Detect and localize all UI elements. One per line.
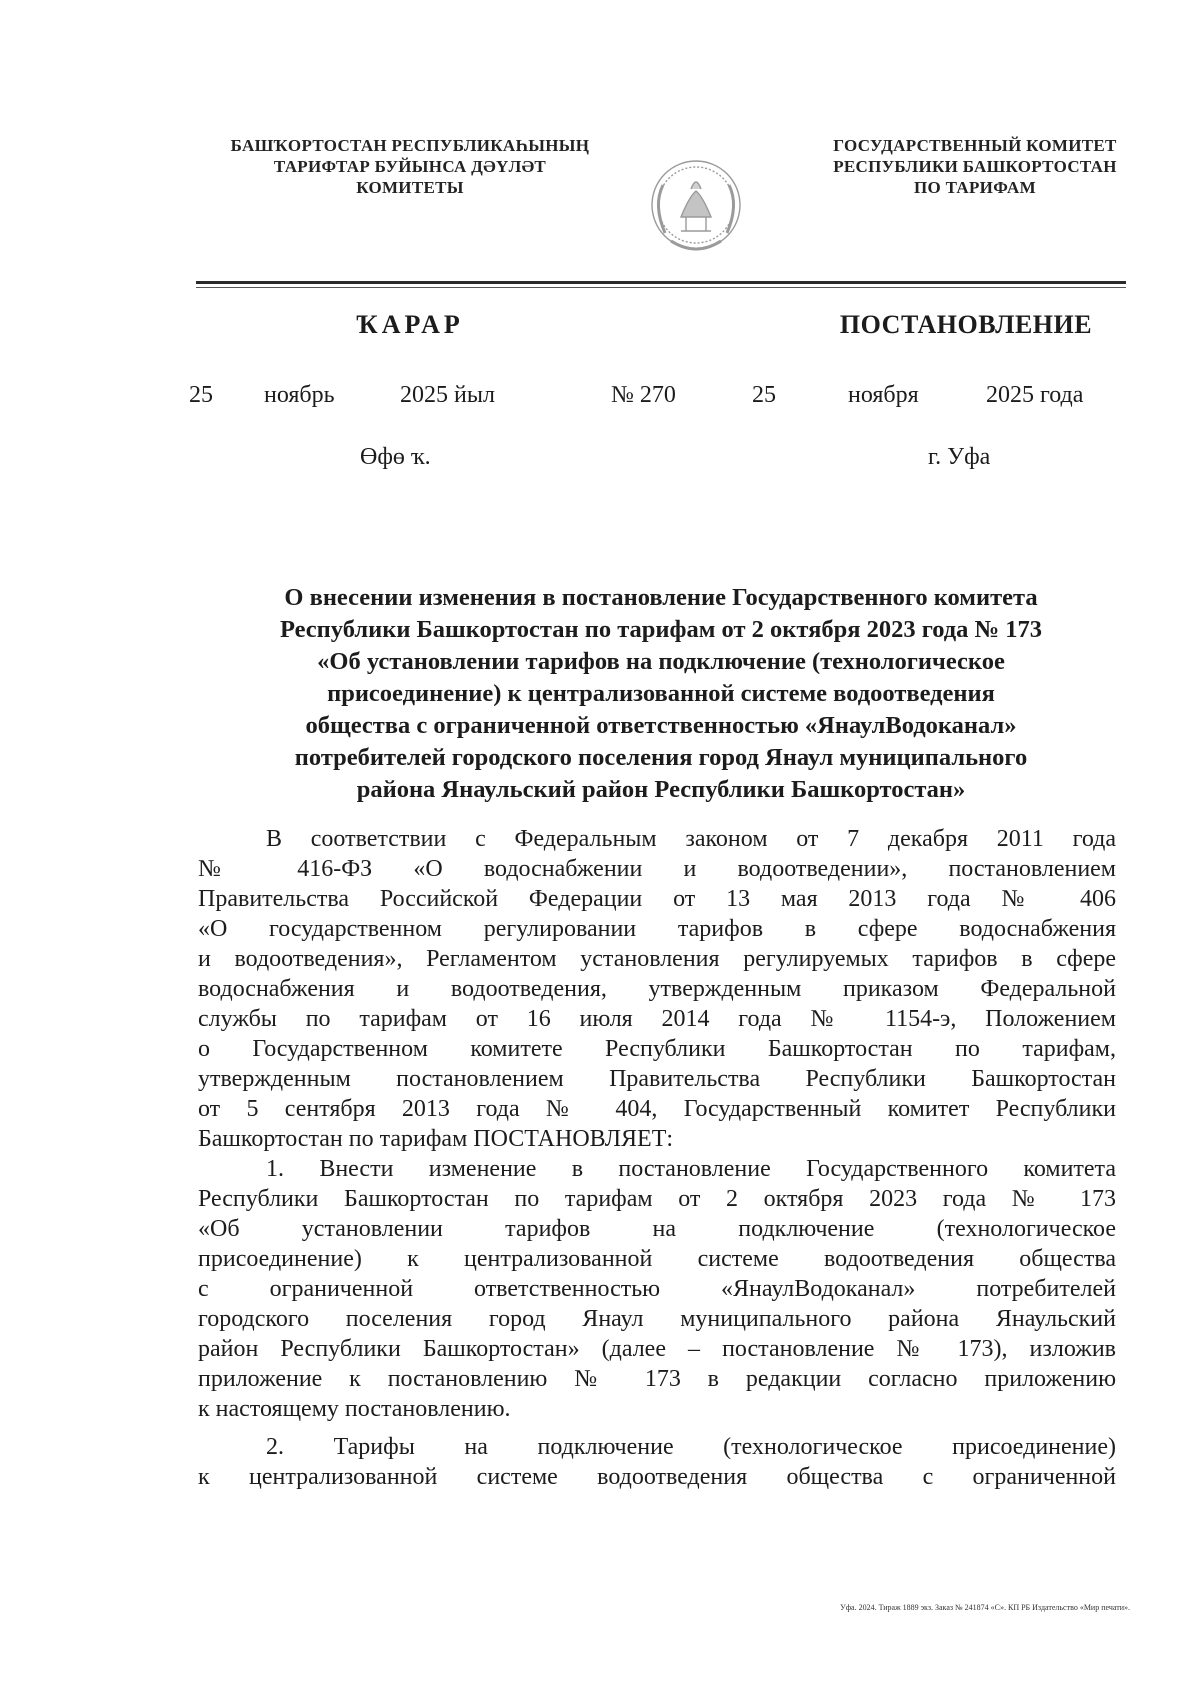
document-title-line: Республики Башкортостан по тарифам от 2 октября 2023 года № 173 xyxy=(279,616,1043,643)
body-line: с ограниченной ответственностью «ЯнаулВодоканал» потребителей xyxy=(198,1276,1116,1302)
body-line: В соответствии с Федеральным законом от 7 декабря 2011 года xyxy=(266,826,1116,852)
body-line: 1. Внести изменение в постановление Государственного комитета xyxy=(266,1156,1116,1182)
city-left: Өфө ҡ. xyxy=(360,444,431,470)
body-line: приложение к постановлению № 173 в редакции согласно приложению xyxy=(198,1366,1116,1392)
body-line: к централизованной системе водоотведения общества с ограниченной xyxy=(198,1464,1116,1490)
body-line: присоединение) к централизованной системе водоотведения общества xyxy=(198,1246,1116,1272)
printing-footer: Уфа. 2024. Тираж 1889 экз. Заказ № 241874 «С». КП РБ Издательство «Мир печати». xyxy=(840,1603,1130,1612)
date-left-month: ноябрь xyxy=(264,382,335,408)
date-right-day: 25 xyxy=(752,382,776,408)
date-left-day: 25 xyxy=(189,382,213,408)
body-line: водоснабжения и водоотведения, утвержденным приказом Федеральной xyxy=(198,976,1116,1002)
body-line: службы по тарифам от 16 июля 2014 года № 1154-э, Положением xyxy=(198,1006,1116,1032)
document-title-line: района Янаульский район Республики Башкортостан» xyxy=(356,776,966,803)
paragraph-preamble xyxy=(198,824,1116,1154)
header-left-block xyxy=(190,135,630,198)
body-line: район Республики Башкортостан» (далее – постановление № 173), изложив xyxy=(198,1336,1116,1362)
city-right: г. Уфа xyxy=(928,444,991,470)
body-line: Башкортостан по тарифам ПОСТАНОВЛЯЕТ: xyxy=(198,1126,674,1152)
body-line: Правительства Российской Федерации от 13 мая 2013 года № 406 xyxy=(198,886,1116,912)
title-postanovlenie: ПОСТАНОВЛЕНИЕ xyxy=(839,310,1093,339)
body-line: от 5 сентября 2013 года № 404, Государственный комитет Республики xyxy=(198,1096,1116,1122)
paragraph-item-1 xyxy=(198,1154,1116,1424)
document-title-line: потребителей городского поселения город Янаул муниципального xyxy=(294,744,1028,771)
document-title-line: присоединение) к централизованной системе водоотведения xyxy=(327,680,995,707)
header-left-line: БАШҠОРТОСТАН РЕСПУБЛИКАҺЫНЫҢ xyxy=(230,136,590,155)
date-right-year: 2025 года xyxy=(986,382,1084,408)
body-line: и водоотведения», Регламентом установления регулируемых тарифов в сфере xyxy=(198,946,1116,972)
bashkortostan-emblem-icon xyxy=(641,145,751,265)
document-title-line: общества с ограниченной ответственностью «ЯнаулВодоканал» xyxy=(305,712,1017,739)
date-left-year: 2025 йыл xyxy=(400,382,495,408)
decree-number: № 270 xyxy=(611,382,676,408)
body-line: «Об установлении тарифов на подключение (технологическое xyxy=(198,1216,1116,1242)
header-right-block xyxy=(790,135,1160,198)
header-divider-thick xyxy=(196,281,1126,284)
body-line: городского поселения город Янаул муниципального района Янаульский xyxy=(198,1306,1116,1332)
body-line: Республики Башкортостан по тарифам от 2 октября 2023 года № 173 xyxy=(198,1186,1116,1212)
header-left-line: КОМИТЕТЫ xyxy=(356,178,464,197)
document-title xyxy=(196,582,1126,806)
document-title-line: О внесении изменения в постановление Государственного комитета xyxy=(284,584,1038,611)
document-title-line: «Об установлении тарифов на подключение (технологическое xyxy=(317,648,1005,675)
header-right-line: ПО ТАРИФАМ xyxy=(914,178,1036,197)
header-left-line: ТАРИФТАР БУЙЫНСА ДӘҮЛӘТ xyxy=(273,157,547,176)
body-line: о Государственном комитете Республики Башкортостан по тарифам, xyxy=(198,1036,1116,1062)
paragraph-item-2 xyxy=(198,1432,1116,1492)
body-line: № 416-ФЗ «О водоснабжении и водоотведении», постановлением xyxy=(198,856,1116,882)
document-body xyxy=(198,824,1116,1492)
date-right-month: ноября xyxy=(848,382,919,408)
body-line: утвержденным постановлением Правительства Республики Башкортостан xyxy=(198,1066,1116,1092)
header-right-line: РЕСПУБЛИКИ БАШКОРТОСТАН xyxy=(833,157,1117,176)
header-divider-thin xyxy=(196,287,1126,288)
body-line: к настоящему постановлению. xyxy=(198,1396,511,1422)
body-line: 2. Тарифы на подключение (технологическое присоединение) xyxy=(266,1434,1116,1460)
header-right-line: ГОСУДАРСТВЕННЫЙ КОМИТЕТ xyxy=(833,136,1117,155)
title-karar: ҠАРАР xyxy=(356,310,464,339)
body-line: «О государственном регулировании тарифов в сфере водоснабжения xyxy=(198,916,1116,942)
